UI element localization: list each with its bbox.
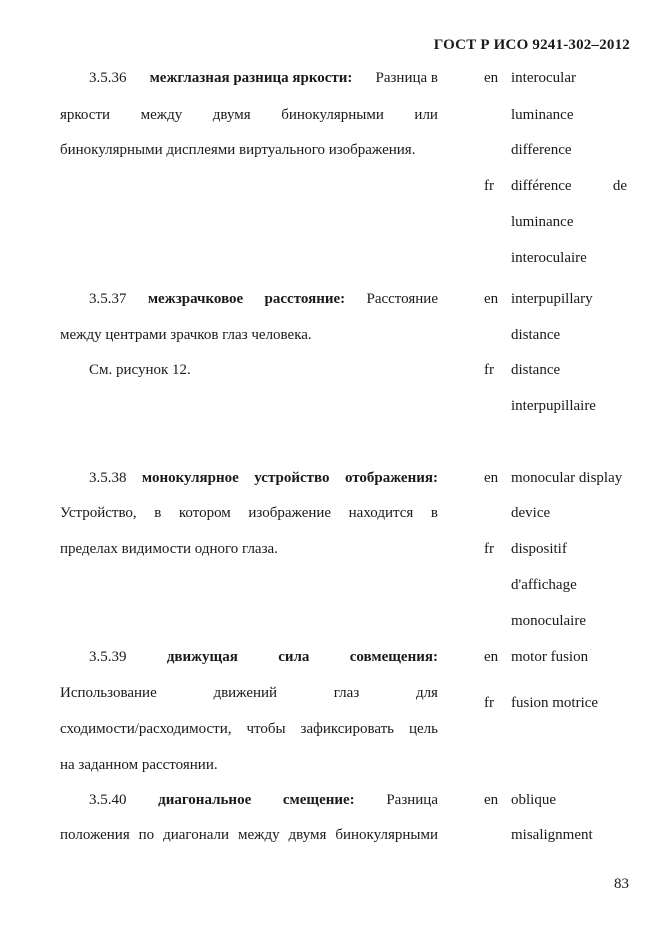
term-number: 3.5.37 (89, 291, 127, 307)
equivalent-en: motor fusion (511, 649, 589, 665)
figure-note: См. рисунок 12. (89, 362, 191, 378)
definition-line: между центрами зрачков глаз человека. (60, 327, 312, 343)
equivalent-fr: luminance (511, 214, 574, 230)
term-title-word: межзрачковое (147, 291, 244, 307)
term-title-word: отображения: (344, 470, 438, 486)
term-line (89, 70, 438, 87)
term-line (89, 792, 438, 809)
term-title-word: расстояние: (264, 291, 346, 307)
lang-en: en (484, 70, 499, 86)
term-title-word: устройство (254, 470, 330, 486)
lang-fr: fr (484, 362, 494, 378)
term-number: 3.5.39 (89, 649, 127, 665)
equivalent-fr: interoculaire (511, 250, 587, 266)
equivalent-en: interocular (511, 70, 576, 86)
term-line (89, 291, 438, 308)
term-title-word: движущая (166, 649, 238, 665)
document-header: ГОСТ Р ИСО 9241-302–2012 (433, 37, 630, 53)
lang-fr: fr (484, 178, 494, 194)
term-number: 3.5.40 (89, 792, 127, 808)
lang-en: en (484, 649, 499, 665)
definition-line: бинокулярными дисплеями виртуального изображения. (60, 142, 416, 158)
definition-line: яркости между двумя бинокулярными или (60, 107, 438, 123)
definition-line: на заданном расстоянии. (60, 757, 218, 773)
equivalent-fr: distance (511, 362, 561, 378)
equivalent-en: difference (511, 142, 572, 158)
definition-line: Устройство, в котором изображение находится в (60, 505, 438, 521)
equivalent-en: interpupillary (511, 291, 593, 307)
term-line (89, 470, 438, 487)
definition-line: сходимости/расходимости, чтобы зафиксировать цель (60, 721, 438, 737)
definition-text: Разница (386, 792, 438, 808)
lang-fr: fr (484, 541, 494, 557)
lang-en: en (484, 792, 499, 808)
term-title-word: смещение: (282, 792, 355, 808)
definition-line: положения по диагонали между двумя бинокулярными (60, 827, 438, 843)
definition-line: пределах видимости одного глаза. (60, 541, 278, 557)
term-title-word: сила (278, 649, 310, 665)
equivalent-en: monocular display (511, 470, 623, 486)
term-title-word: совмещения: (349, 649, 438, 665)
equivalent-en: distance (511, 327, 561, 343)
lang-en: en (484, 291, 499, 307)
term-title-word: диагональное (158, 792, 252, 808)
equivalent-en: misalignment (511, 827, 593, 843)
definition-text: Разница в (375, 70, 438, 86)
definition-line: Использование движений глаз для (60, 685, 438, 701)
term-number: 3.5.36 (89, 70, 127, 86)
equivalent-fr: d'affichage (511, 577, 577, 593)
term-number: 3.5.38 (89, 470, 127, 486)
equivalent-fr: monoculaire (511, 613, 586, 629)
term-title-word: монокулярное (141, 470, 239, 486)
term-line (89, 649, 438, 666)
equivalent-en: luminance (511, 107, 574, 123)
equivalent-fr: différence de (511, 178, 627, 194)
equivalent-fr: fusion motrice (511, 695, 599, 711)
lang-fr: fr (484, 695, 494, 711)
equivalent-fr: interpupillaire (511, 398, 596, 414)
equivalent-fr: dispositif (511, 541, 567, 557)
equivalent-en: oblique (511, 792, 556, 808)
definition-text: Расстояние (366, 291, 438, 307)
page-number: 83 (614, 876, 629, 892)
term-title: межглазная разница яркости: (149, 70, 353, 86)
equivalent-en: device (511, 505, 551, 521)
lang-en: en (484, 470, 499, 486)
